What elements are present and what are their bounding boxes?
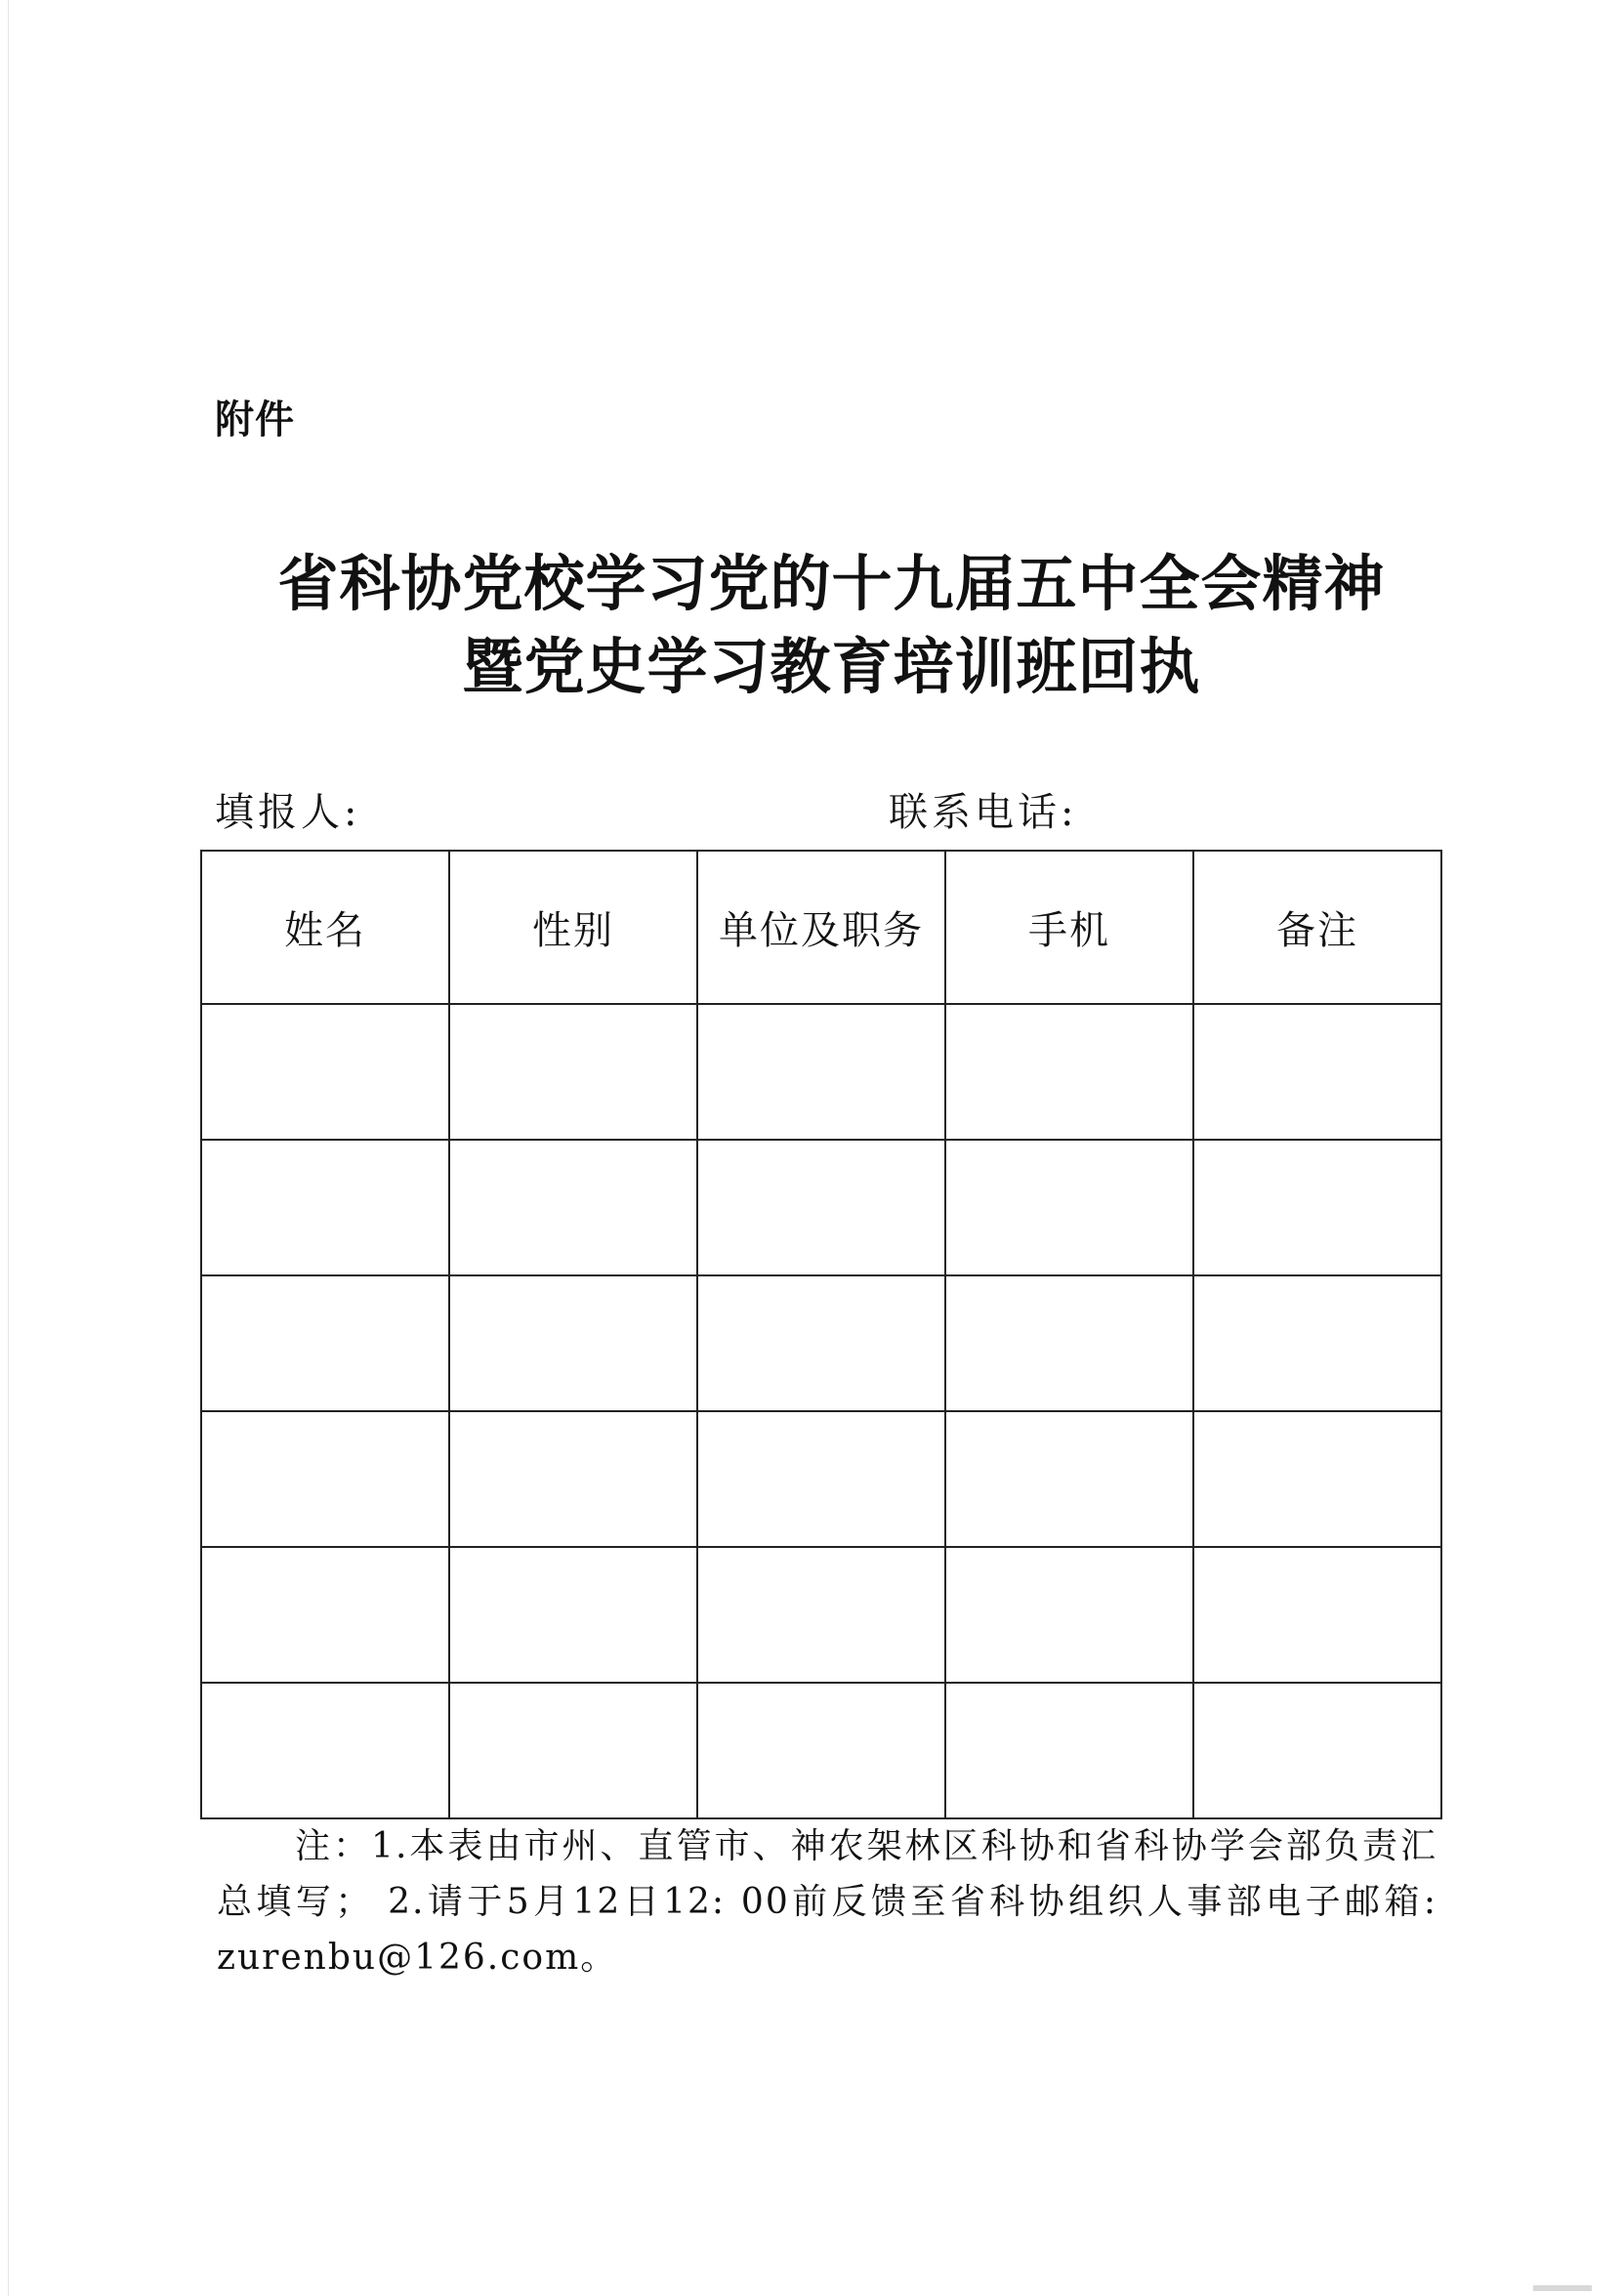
table-cell[interactable] xyxy=(1193,1275,1441,1411)
table-cell[interactable] xyxy=(697,1547,945,1683)
table-cell[interactable] xyxy=(449,1683,697,1818)
table-cell[interactable] xyxy=(449,1275,697,1411)
table-cell[interactable] xyxy=(449,1004,697,1140)
table-row xyxy=(201,1411,1441,1547)
header-unit-position: 单位及职务 xyxy=(697,851,945,1004)
phone-label: 联系电话: xyxy=(889,790,1078,835)
scan-edge xyxy=(8,0,9,2296)
table-cell[interactable] xyxy=(1193,1140,1441,1275)
table-cell[interactable] xyxy=(449,1140,697,1275)
table-cell[interactable] xyxy=(1193,1411,1441,1547)
table-cell[interactable] xyxy=(449,1411,697,1547)
roster-table xyxy=(200,850,1442,1819)
table-row xyxy=(201,1683,1441,1818)
table-cell[interactable] xyxy=(697,1275,945,1411)
table-cell[interactable] xyxy=(201,1411,449,1547)
table-cell[interactable] xyxy=(1193,1547,1441,1683)
attachment-label: 附件 xyxy=(215,397,295,442)
table-cell[interactable] xyxy=(697,1140,945,1275)
header-name: 姓名 xyxy=(201,851,449,1004)
table-cell[interactable] xyxy=(945,1683,1193,1818)
footnote: 注：1.本表由市州、直管市、神农架林区科协和省科协学会部负责汇总填写； 2.请于5月12日12: 00前反馈至省科协组织人事部电子邮箱: zurenbu@126.com。 xyxy=(217,1826,1437,1978)
table-cell[interactable] xyxy=(201,1004,449,1140)
table-row xyxy=(201,1140,1441,1275)
table-row xyxy=(201,1275,1441,1411)
reporter-label: 填报人: xyxy=(215,790,361,835)
table-cell[interactable] xyxy=(945,1275,1193,1411)
title-line-1: 省科协党校学习党的十九届五中全会精神 xyxy=(277,548,1386,619)
table-cell[interactable] xyxy=(449,1547,697,1683)
table-cell[interactable] xyxy=(1193,1683,1441,1818)
table-cell[interactable] xyxy=(945,1140,1193,1275)
table-cell[interactable] xyxy=(697,1411,945,1547)
title-line-2: 暨党史学习教育培训班回执 xyxy=(462,631,1201,702)
table-cell[interactable] xyxy=(945,1411,1193,1547)
scan-mark xyxy=(1533,2285,1592,2291)
table-cell[interactable] xyxy=(697,1683,945,1818)
table-cell[interactable] xyxy=(201,1140,449,1275)
table-cell[interactable] xyxy=(697,1004,945,1140)
header-gender: 性别 xyxy=(449,851,697,1004)
table-header-row xyxy=(201,851,1441,1004)
table-cell[interactable] xyxy=(201,1547,449,1683)
header-mobile: 手机 xyxy=(945,851,1193,1004)
table-cell[interactable] xyxy=(945,1004,1193,1140)
table-cell[interactable] xyxy=(945,1547,1193,1683)
table-cell[interactable] xyxy=(201,1683,449,1818)
header-remarks: 备注 xyxy=(1193,851,1441,1004)
table-cell[interactable] xyxy=(201,1275,449,1411)
table-cell[interactable] xyxy=(1193,1004,1441,1140)
table-row xyxy=(201,1004,1441,1140)
table-row xyxy=(201,1547,1441,1683)
